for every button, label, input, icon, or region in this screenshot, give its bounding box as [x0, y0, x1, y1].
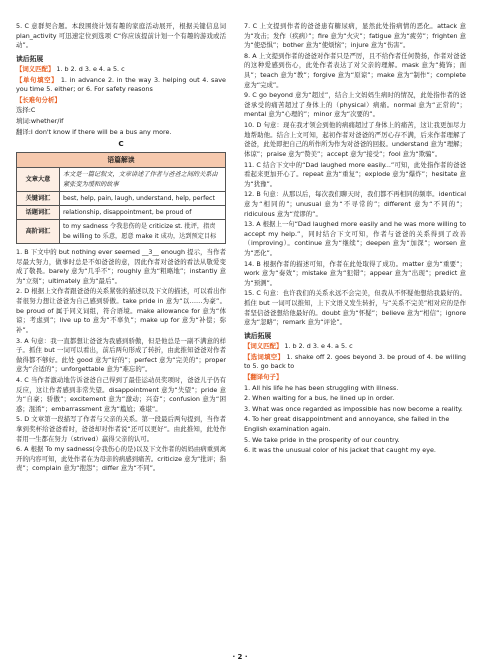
word-choice-label: 【选词填空】 [244, 352, 285, 361]
translated-sentence: 2. When waiting for a bus, he lined up in order. [244, 394, 395, 403]
table-header: 语篇解读 [17, 153, 226, 168]
answer-item: 2. D 根据上文作者跟爸爸的关系紧张的描述以及下文的描述，可以看出作者很努力想让爸爸为自己感到骄傲。take pride in 意为“以……为豪”。be proud of 属于同义词组，符合语境。make allowance for 意为“体谅；考虑到”；live up to 意为“不辜负”；make up for 意为“补偿；弥补”。 [16, 287, 226, 334]
table-row [17, 191, 226, 205]
page-number: · 2 · [232, 652, 248, 661]
table-row-label: 关键词汇 [17, 191, 60, 205]
sentence-fill-label: 【单句填空】 [16, 75, 59, 84]
long-sentence-label: 【长难句分析】 [16, 95, 61, 104]
translate-sentences-row [244, 373, 466, 383]
answer-item: 5. D 文章第一段描写了作者与父亲的关系。第一段最后两句提到，当作者拿到奖杯给爸爸看时，爸爸却对作者说“还可以更好”。由此推知，此处作者用一生都在努力（strived）赢得父亲的认可。 [16, 415, 226, 443]
reading-extension-title: 读后拓展 [16, 54, 44, 63]
answer-item: 13. A 根据上一句“Dad laughed more easily and he was more willing to accept my help.”，同时结合下文可知，作者与爸爸的关系得到了改善（improving）。continue 意为“继续”；deepen 意为“加深”；worsen 意为“恶化”。 [244, 220, 466, 258]
answer-item: 11. C 结合下文中的“Dad laughed more easily...”可知，此处指作者的爸爸看起来更加开心了。repeat 意为“重复”；explode 意为“爆炸”；hesitate 意为“犹豫”。 [244, 160, 466, 188]
translate-sentences-label: 【翻译句子】 [244, 372, 283, 381]
table-row [17, 168, 226, 192]
answer-item: 12. B 句意：从那以后，每次我们聊天时，我们都不再相同的频率。identical 意为“相同的”；unusual 意为“不寻常的”；different 意为“不同的”；ridiculous 意为“荒谬的”。 [244, 190, 466, 218]
answer-item: 15. C 句意：也许我们的关系永远不会完美，但我从不怀疑他想给我最好的。抓住 but 一词可以推知，上下文语义发生转折，与“关系不完美”相对应的是作者坚信爸爸想给他最好的。doubt 意为“怀疑”；believe 意为“相信”；ignore 意为“忽略”；remark 意为“评论”。 [244, 289, 466, 327]
section-c-heading: C [118, 139, 124, 149]
word-choice-text: 1. shake off 2. goes beyond 3. be proud of 4. be willing to 5. go back to [244, 352, 466, 371]
vocab-match-label: 【词义匹配】 [16, 65, 55, 74]
vocab-match-label: 【词义匹配】 [244, 342, 283, 351]
right-column [244, 22, 466, 644]
reading-extension-title: 读后拓展 [244, 331, 272, 340]
long-sentence-row [16, 96, 226, 106]
vocab-match-text: 1. b 2. d 3. e 4. a 5. c [56, 65, 125, 74]
fill-row: 填词:whether/if [16, 117, 64, 126]
answer-item: 10. D 句意：现在我才领会到他的病痛超过了身体上的痛苦，这让我更加尽力地帮助他。结合上文可知，起初作者对爸爸的严厉心存不满，后来作者理解了爸爸，此处即把自己的所作所为作为对爸爸的回报。understand 意为“理解；体谅”；praise 意为“赞美”；accept 意为“接受”；fool 意为“欺骗”。 [244, 121, 466, 158]
vocab-match-row [16, 65, 226, 75]
translated-sentence: 5. We take pride in the prosperity of our country. [244, 435, 400, 444]
answer-item: 7. C 上文提到作者的爸爸患有糖尿病，显然此处指病情的恶化。attack 意为“攻击；发作（疾病）”；fire 意为“火灾”；fatigue 意为“疲劳”；frighten 意为“使恐惧”；bother 意为“使烦恼”；injure 意为“伤害”。 [244, 22, 466, 50]
vocab-match-row [244, 342, 466, 352]
table-row [17, 220, 226, 244]
translated-sentence: 4. To her great disappointment and annoyance, she failed in the English examination again. [244, 415, 450, 433]
table-row-label: 高阶词汇 [17, 220, 60, 244]
table-row-value: to my sadness 令我悲伤的是 criticize st. 批评，指责 be willing to 乐意，愿意 make it 成功，达到预定目标 [60, 220, 226, 244]
choice-row: 选择:C [16, 106, 36, 115]
answer-item: 14. B 根据作者的描述可知，作者在此处取得了成功。matter 意为“重要”；work 意为“奏效”；mistake 意为“犯错”；appear 意为“出现”；predict 意为“预测”。 [244, 259, 466, 287]
answer-item: 9. C go beyond 意为“超过”，结合上文妈妈生病时的情况，此处指作者的爸爸承受的痛苦超过了身体上的（physical）病痛。normal 意为“正常的”；mental 意为“心理的”；minor 意为“次要的”。 [244, 91, 466, 119]
translated-sentence: 1. All his life he has been struggling with illness. [244, 383, 399, 392]
table-row [17, 206, 226, 220]
answer-item: 1. B 下文中的 but nothing ever seemed __3__ enough 提示，当作者尽最大努力，做事时总是不如爸爸的意，因此作者对爸爸的看法从敬爱变成了敬畏。barely 意为“几乎不”；roughly 意为“粗略地”；instantly 意为“立刻”；ultimately 意为“最后”。 [16, 248, 226, 285]
answer-item: 4. C 当作者激动地告诉爸爸自己得到了最佳运动员奖项时，爸爸儿子仍有反应，这让作者感到非常失望。disappointment 意为“失望”；pride 意为“自豪；骄傲”；excitement 意为“激动；兴奋”；confusion 意为“困惑；混淆”；embarrassment 意为“尴尬；难堪”。 [16, 375, 226, 413]
table-row-value: relationship, disappointment, be proud of [60, 206, 226, 220]
discourse-table [16, 152, 226, 244]
answer-item: 6. A 根据 To my sadness(令我伤心的是)以及下文作者的妈妈由病重到离开的内容可知，此处作者在为母亲的病感到痛苦。criticize 意为“批评；指责”；complain 意为“抱怨”；differ 意为“不同”。 [16, 445, 226, 473]
answer-item: 8. A 上文提到作者的爸爸对作者只是严厉，且不给作者任何赞扬，作者对爸爸的这种爱感到伤心，此处作者表达了对父亲的理解。mask 意为“掩饰；面具”；teach 意为“教”；forgive 意为“原谅”；make 意为“制作”；complete 意为“完成”。 [244, 51, 466, 89]
answer-item: 3. A 句意：我一直都想让爸爸为我感到骄傲，但是他总是一副不满意的样子。抓住 but 一词可以看出，前后两句形成了转折，由此推知爸爸对作者做得都不够好。此处 good 意为“好的”；perfect 意为“完美的”；proper 意为“合适的”；unforgettable 意为“难忘的”。 [16, 336, 226, 374]
table-row-value: best, help, pain, laugh, understand, help, perfect [60, 191, 226, 205]
sentence-fill-row [16, 76, 226, 95]
table-row-label: 话题词汇 [17, 206, 60, 220]
translation-row: 翻译:I don't know if there will be a bus any more. [16, 127, 172, 136]
translated-sentence: 6. It was the unusual color of his jacket that caught my eye. [244, 446, 436, 455]
vocab-match-text: 1. b 2. d 3. e 4. a 5. c [284, 342, 353, 351]
word-choice-row [244, 353, 466, 372]
sentence-fill-text: 1. in advance 2. in the way 3. helping out 4. save you time 5. either; or 6. For safety reasons [16, 75, 226, 94]
answer-5-explanation: 5. C 意群契合题。本段围绕计划有趣的家庭活动展开，根据关键信息词 plan_activity 可迅速定位到选项 C“你应该提前计划一个有趣的游戏或活动”。 [16, 22, 226, 50]
left-column [16, 22, 226, 644]
translated-sentence: 3. What was once regarded as impossible has now become a reality. [244, 404, 463, 413]
table-row-value: 本文是一篇记叙文，文章讲述了作者与爸爸之间的关系由紧张变为缓和的故事 [60, 168, 226, 192]
table-row-label: 文章大意 [17, 168, 60, 192]
